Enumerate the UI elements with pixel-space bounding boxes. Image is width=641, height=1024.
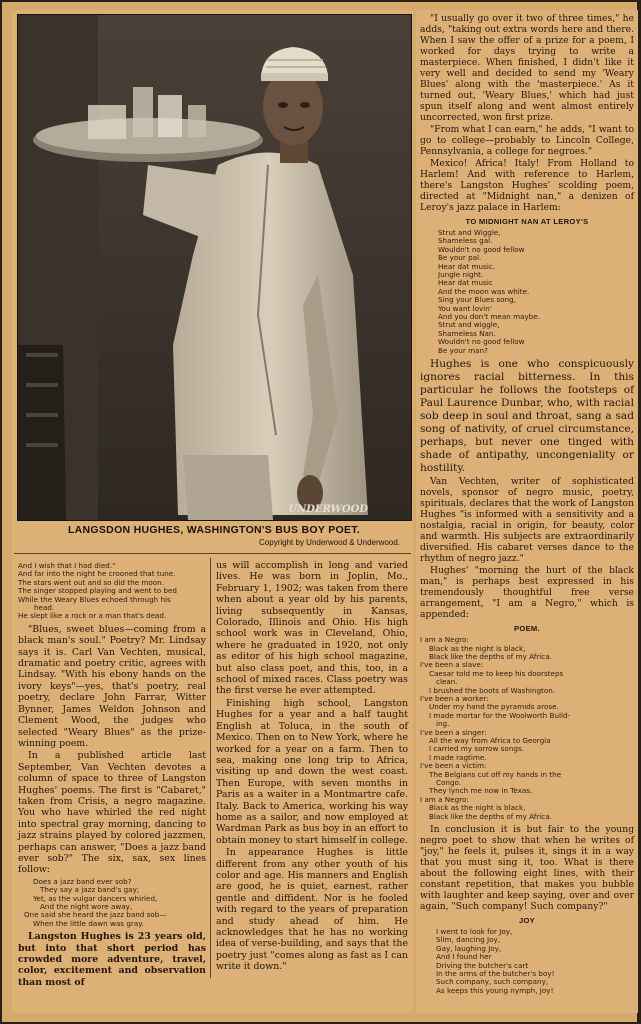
verse-line: And you don't mean maybe. bbox=[438, 313, 541, 322]
verse-line: As keeps this young nymph, Joy! bbox=[436, 986, 554, 995]
verse-line: Wouldn't no good fellow bbox=[438, 338, 525, 347]
verse-line: Does a jazz band ever sob? bbox=[33, 877, 132, 886]
verse-line: And the moon was white. bbox=[438, 287, 530, 296]
paragraph: In conclusion it is but fair to the young negro poet to show that when he writes of "joy," he feels it, pulses it, sings it in a way that you must sing it, too. What is there about the following eight lines, with their constant repetition, that makes you bubble with laughter and keep saying, over and over again, "Such company! Such company?" bbox=[420, 824, 634, 913]
verse-line: I carried my sorrow songs. bbox=[429, 745, 524, 754]
verse-line: And I wish that I had died." bbox=[18, 562, 116, 570]
verse-line: I am a Negro: bbox=[420, 795, 469, 804]
paragraph: In a published article last September, Van Vechten devotes a column of space to three of Langston Hughes' poems. The first is "Cabaret," taken from Crisis, a negro magazine. You who have whirled the red night into spectral gray morning, dancing to jazz strains played by colored jazzmen, perhaps can answer, "Does a jazz band ever sob?" The six, sax, sex lines follow: bbox=[18, 750, 206, 876]
verse-line: Wouldn't no good fellow bbox=[438, 245, 525, 254]
midnight-nan-poem bbox=[420, 229, 634, 355]
verse-line: Be your pal. bbox=[438, 254, 482, 263]
poem-title: POEM. bbox=[514, 624, 540, 634]
verse-line: In the arms of the butcher's boy! bbox=[436, 970, 555, 979]
verse-line: And I found her bbox=[436, 953, 492, 962]
verse-line: head. bbox=[34, 604, 55, 613]
verse-line: Strut and Wiggle, bbox=[438, 229, 501, 237]
verse-line: And far into the night he crooned that tune. bbox=[18, 570, 176, 579]
article-column-3 bbox=[420, 13, 634, 998]
verse-line: The singer stopped playing and went to bed bbox=[18, 587, 177, 596]
verse-line: I am a Negro: bbox=[420, 636, 469, 645]
verse-line: I made mortar for the Woolworth Build- bbox=[429, 711, 571, 720]
verse-line: Hear dat music. bbox=[438, 262, 496, 271]
verse-line: ing. bbox=[436, 720, 450, 729]
paragraph: "Blues, sweet blues—coming from a black man's soul." Poetry? Mr. Lindsay says it is. Carl Van Vechten, musical, dramatic and poetry critic, agrees with Lindsay. "With his ebony hands on the ivory keys"—yes, that's poetry, real poetry, declare John Farrar, Witter Bynner, James Weldon Johnson and Clement Wood, the judges who selected "Weary Blues" as the prize-winning poem. bbox=[18, 623, 206, 749]
verse-line: Strut and wiggle, bbox=[438, 321, 500, 330]
verse-line: He slept like a rock or a man that's dead. bbox=[18, 612, 167, 621]
verse-line: The stars went out and so did the moon. bbox=[18, 578, 164, 587]
verse-line: I made ragtime. bbox=[429, 753, 487, 762]
verse-line: All the way from Africa to Georgia bbox=[429, 736, 551, 745]
weary-blues-verse bbox=[18, 562, 206, 621]
verse-line: And the night wore away, bbox=[40, 903, 133, 911]
verse-line: Be your man? bbox=[438, 346, 488, 355]
verse-line: Slim, dancing Joy, bbox=[436, 936, 501, 945]
verse-line: I've been a singer: bbox=[420, 728, 487, 737]
verse-line: They say a jazz band's gay; bbox=[40, 886, 140, 895]
verse-line: Black like the depths of my Africa. bbox=[429, 652, 552, 661]
verse-line: I've been a slave: bbox=[420, 661, 484, 670]
verse-line: Under my hand the pyramids arose. bbox=[429, 703, 559, 712]
verse-line: The Belgians cut off my hands in the bbox=[429, 770, 562, 779]
paragraph: Van Vechten, writer of sophisticated novels, sponsor of negro music, poetry, spirituals, declares that the work of Langston Hughes "is informed with a sensitivity and a nostalgia, racial in origin, for beauty, color and warmth. His subjects are extraordinarily diversified. His cabaret verses dance to the rhythm of negro jazz." bbox=[420, 476, 634, 565]
poem-title: JOY bbox=[518, 916, 536, 926]
verse-line: Such company, such company, bbox=[436, 978, 549, 987]
verse-line: I brushed the boots of Washington. bbox=[429, 686, 556, 695]
photo-copyright: Copyright by Underwood & Underwood. bbox=[259, 538, 400, 547]
portrait-photo bbox=[17, 14, 412, 521]
paragraph: Hughes is one who conspicuously ignores racial bitterness. In this particular he follows the footsteps of Paul Laurence Dunbar, who, with racial sob deep in soul and throat, sang a sad song of nativity, of cruel circumstance, perhaps, but never one tinged with shade of antipathy, uncongeniality or hostility. bbox=[420, 358, 634, 475]
verse-line: Black like the depths of my Africa. bbox=[429, 812, 552, 821]
verse-line: Gay, laughing Joy, bbox=[436, 944, 502, 953]
verse-line: Sing your Blues song, bbox=[438, 296, 516, 305]
verse-line: You want lovin' bbox=[438, 304, 492, 313]
paragraph: us will accomplish in long and varied lives. He was born in Joplin, Mo., February 1, 1902; was taken from there when about a year old by his parents, living subsequently in Kansas, Colorado, Illinois and Ohio. His high school work was in Cleveland, Ohio, where he graduated in 1920, not only as editor of his high school magazine, but also class poet, and this, too, in a school of mixed races. Class poetry was the first verse he ever attempted. bbox=[216, 560, 408, 697]
photo-caption: LANGSDON HUGHES, WASHINGTON'S BUS BOY POET. bbox=[67, 524, 361, 536]
column-divider bbox=[210, 558, 211, 978]
paragraph: Finishing high school, Langston Hughes for a year and a half taught English at Toluca, in the south of Mexico. Then on to New York, where he worked for a year on a farm. Then to sea, making one long trip to Africa, visiting up and down the west coast. Then Europe, with seven months in Paris as a waiter in a Montmartre cafe. Italy. Back to America, working his way home as a sailor, and now employed at Wardman Park as bus boy in an effort to obtain money to start himself in college. bbox=[216, 697, 408, 846]
verse-line: Jungle night. bbox=[438, 271, 484, 280]
article-column-2 bbox=[216, 560, 408, 974]
poem-title: TO MIDNIGHT NAN AT LEROY'S bbox=[465, 217, 589, 226]
i-am-a-negro-poem bbox=[420, 636, 634, 821]
verse-line: When the little dawn was gray. bbox=[33, 919, 144, 928]
paragraph: Langston Hughes is 23 years old, but into that short period has crowded more adventure, travel, color, excitement and observation than most of bbox=[18, 931, 206, 988]
verse-line: Hear dat music bbox=[438, 279, 493, 288]
verse-line: Shameless gal. bbox=[438, 237, 493, 246]
photo-credit-mark: UNDERWOOD bbox=[288, 504, 368, 515]
verse-line: Black as the night is black, bbox=[429, 804, 526, 813]
verse-line: Driving the butcher's cart bbox=[436, 961, 529, 970]
verse-line: Caesar told me to keep his doorsteps bbox=[429, 669, 564, 678]
verse-line: I went to look for Joy, bbox=[436, 928, 513, 937]
verse-line: Shameless Nan. bbox=[438, 329, 496, 338]
article-column-1 bbox=[18, 560, 206, 989]
verse-line: They lynch me now in Texas. bbox=[429, 787, 533, 796]
verse-line: One said she heard the jazz band sob— bbox=[24, 911, 167, 920]
divider-rule bbox=[14, 553, 411, 554]
verse-line: I've been a victim: bbox=[420, 762, 487, 771]
cabaret-verse bbox=[18, 878, 206, 928]
verse-line: clean. bbox=[436, 678, 458, 687]
paragraph: Mexico! Africa! Italy! From Holland to Harlem! And with reference to Harlem, there's Langston Hughes' scolding poem, directed at "Midnight nan," a denizen of Leroy's jazz palace in Harlem: bbox=[420, 158, 634, 213]
verse-line: Congo. bbox=[436, 779, 462, 787]
paragraph: Hughes' "morning the hurt of the black man," is perhaps best expressed in his tremendously thoughtful free verse arrangement, "I am a Negro," which is appended: bbox=[420, 565, 634, 621]
joy-poem bbox=[420, 928, 634, 995]
paragraph: "I usually go over it two of three times," he adds, "taking out extra words here and there. When I saw the offer of a prize for a poem, I worked for days trying to write a masterpiece. When finished, I didn't like it very well and decided to send my 'Weary Blues' along with the 'masterpiece.' As it turned out, 'Weary Blues,' which had just spun itself along and went almost entirely uncorrected, won first prize. bbox=[420, 13, 634, 123]
verse-line: Black as the night is black, bbox=[429, 644, 526, 653]
paragraph: In appearance Hughes is little different from any other youth of his color and age. His manners and English are good, he is quiet, earnest, rather gentle and diffident. Nor is he fooled with regard to the years of preparation and study ahead of him. He acknowledges that he has no working idea of verse-building, and says that the poetry just "comes along as fast as I can write it down." bbox=[216, 847, 408, 973]
verse-line: I've been a worker: bbox=[420, 694, 489, 703]
paragraph: "From what I can earn," he adds, "I want to go to college—probably to Lincoln College, Pennsylvania, a college for negroes." bbox=[420, 124, 634, 157]
verse-line: Yet, as the vulgar dancers whirled, bbox=[33, 894, 158, 903]
verse-line: While the Weary Blues echoed through his bbox=[18, 595, 171, 604]
